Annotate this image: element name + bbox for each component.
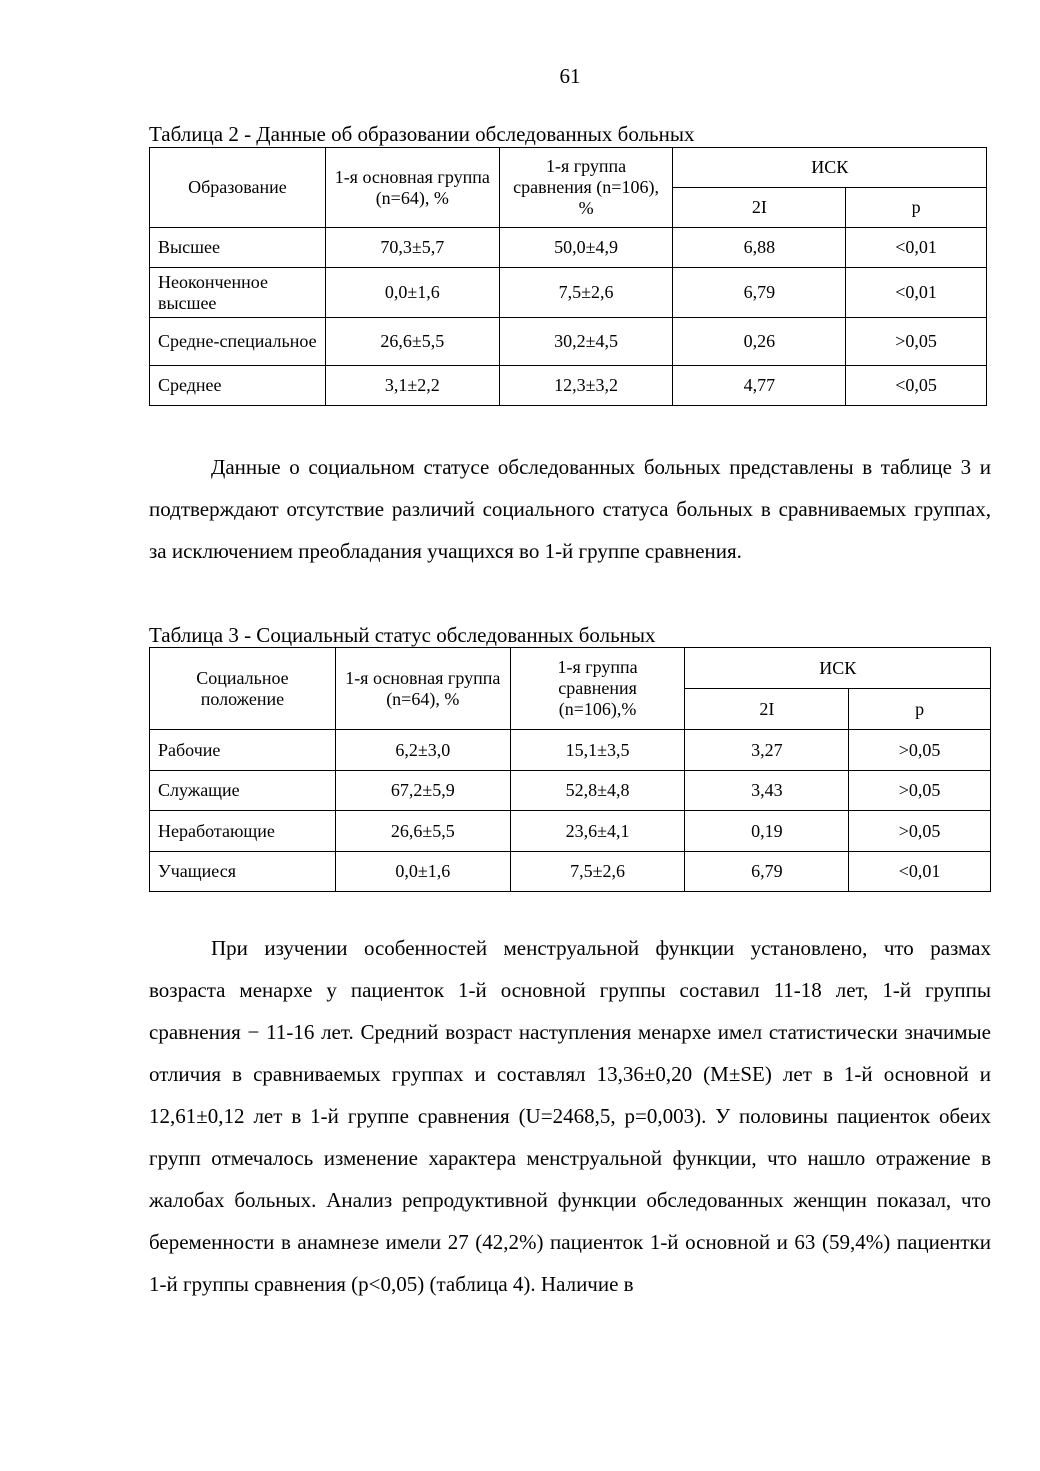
table-row: [150, 366, 987, 406]
table2-cell-p: >0,05: [846, 318, 987, 366]
table2: [149, 147, 987, 406]
table3-row-label: Рабочие: [150, 730, 336, 771]
paragraph-social-status: Данные о социальном статусе обследованных больных представлены в таблице 3 и подтверждают отсутствие различий социального статуса больных в сравниваемых группах, за исключением преобладания учащихся во 1-й группе сравнения.: [149, 455, 991, 563]
table2-cell-comp: 30,2±4,5: [499, 318, 673, 366]
table3-cell-comp: 7,5±2,6: [510, 852, 685, 892]
table3-cell-2i: 3,27: [685, 730, 849, 771]
table2-cell-comp: 7,5±2,6: [499, 268, 673, 318]
table3-cell-main: 0,0±1,6: [335, 852, 510, 892]
table-row: [150, 811, 991, 852]
table3-header-2i: 2I: [685, 689, 849, 730]
table2-header-comparison-group: 1-я группа сравнения (n=106), %: [499, 148, 673, 228]
table3-cell-comp: 52,8±4,8: [510, 771, 685, 811]
table3-header-isk: ИСК: [685, 648, 991, 689]
table2-header-main-group: 1-я основная группа (n=64), %: [325, 148, 499, 228]
table3-row-label: Неработающие: [150, 811, 336, 852]
table2-cell-main: 26,6±5,5: [325, 318, 499, 366]
table2-header-education: Образование: [150, 148, 326, 228]
table3-cell-2i: 6,79: [685, 852, 849, 892]
table2-header-isk: ИСК: [673, 148, 987, 188]
table2-cell-p: <0,01: [846, 228, 987, 268]
table3-cell-p: <0,01: [849, 852, 991, 892]
table3-cell-2i: 3,43: [685, 771, 849, 811]
table3-cell-comp: 23,6±4,1: [510, 811, 685, 852]
table2-cell-p: <0,05: [846, 366, 987, 406]
table3-row-label: Учащиеся: [150, 852, 336, 892]
table3-header-main-group: 1-я основная группа (n=64), %: [335, 648, 510, 730]
table2-cell-2i: 4,77: [673, 366, 846, 406]
table2-cell-main: 3,1±2,2: [325, 366, 499, 406]
table2-row-label: Средне-специальное: [150, 318, 326, 366]
table2-cell-2i: 6,79: [673, 268, 846, 318]
table3-cell-p: >0,05: [849, 730, 991, 771]
table2-row-label: Среднее: [150, 366, 326, 406]
table3: [149, 647, 991, 892]
table-row: [150, 852, 991, 892]
table3-cell-main: 26,6±5,5: [335, 811, 510, 852]
table2-header-p: p: [846, 188, 987, 228]
table-row: [150, 228, 987, 268]
page-number: 61: [559, 64, 581, 88]
paragraph-menstrual-function: При изучении особенностей менструальной функции установлено, что размах возраста менархе у пациенток 1-й основной группы составил 11-18 лет, 1-й группы сравнения − 11-16 лет. Средний возраст наступления менархе имел статистически значимые отличия в сравниваемых группах и составлял 13,36±0,20 (M±SE) лет в 1-й основной и 12,61±0,12 лет в 1-й группе сравнения (U=2468,5, p=0,003). У половины пациенток обеих групп отмечалось изменение характера менструальной функции, что нашло отражение в жалобах больных. Анализ репродуктивной функции обследованных женщин показал, что беременности в анамнезе имели 27 (42,2%) пациенток 1-й основной и 63 (59,4%) пациентки 1-й группы сравнения (p<0,05) (таблица 4). Наличие в: [149, 936, 991, 1296]
table2-row-label: Неоконченное высшее: [150, 268, 326, 318]
table3-cell-p: >0,05: [849, 771, 991, 811]
table2-cell-main: 70,3±5,7: [325, 228, 499, 268]
table2-header-2i: 2I: [673, 188, 846, 228]
table-row: [150, 268, 987, 318]
table2-cell-2i: 6,88: [673, 228, 846, 268]
table2-cell-2i: 0,26: [673, 318, 846, 366]
table3-cell-main: 6,2±3,0: [335, 730, 510, 771]
table-row: [150, 730, 991, 771]
table-row: [150, 318, 987, 366]
table3-header-p: p: [849, 689, 991, 730]
table2-cell-p: <0,01: [846, 268, 987, 318]
table2-caption: Таблица 2 - Данные об образовании обследованных больных: [149, 122, 695, 146]
table2-row-label: Высшее: [150, 228, 326, 268]
table3-cell-2i: 0,19: [685, 811, 849, 852]
table3-row-label: Служащие: [150, 771, 336, 811]
table2-cell-main: 0,0±1,6: [325, 268, 499, 318]
table2-cell-comp: 50,0±4,9: [499, 228, 673, 268]
table3-cell-main: 67,2±5,9: [335, 771, 510, 811]
table3-header-social-position: Социальное положение: [150, 648, 336, 730]
table2-cell-comp: 12,3±3,2: [499, 366, 673, 406]
table3-cell-comp: 15,1±3,5: [510, 730, 685, 771]
table3-caption: Таблица 3 - Социальный статус обследованных больных: [149, 623, 656, 647]
table-row: [150, 771, 991, 811]
table3-header-comparison-group: 1-я группа сравнения (n=106),%: [510, 648, 685, 730]
table3-cell-p: >0,05: [849, 811, 991, 852]
